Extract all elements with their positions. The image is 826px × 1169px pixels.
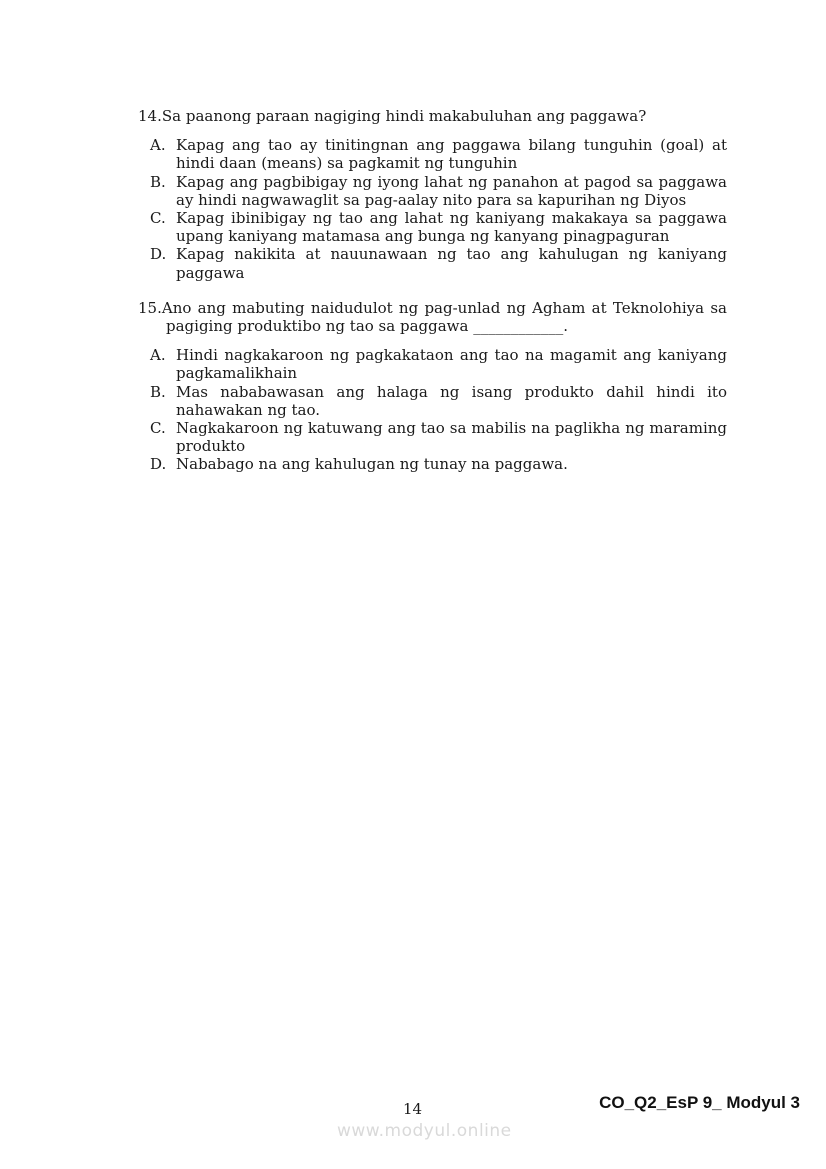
option-letter: B. bbox=[150, 382, 166, 401]
option-letter: B. bbox=[150, 172, 166, 191]
answer-option bbox=[138, 383, 727, 419]
answer-option bbox=[138, 419, 727, 455]
question-text bbox=[138, 107, 727, 125]
option-text: Kapag ang pagbibigay ng iyong lahat ng panahon at pagod sa paggawa ay hindi nagwawaglit sa pag-aalay nito para sa kapurihan ng Diyos bbox=[176, 172, 727, 209]
question-block bbox=[138, 299, 727, 474]
answer-option bbox=[138, 173, 727, 209]
options-list bbox=[138, 136, 727, 282]
module-code: CO_Q2_EsP 9_ Modyul 3 bbox=[599, 1093, 800, 1112]
watermark-text: www.modyul.online bbox=[337, 1121, 512, 1141]
options-list bbox=[138, 346, 727, 473]
answer-option bbox=[138, 209, 727, 245]
option-letter: C. bbox=[150, 419, 166, 438]
option-text: Kapag ibinibigay ng tao ang lahat ng kaniyang makakaya sa paggawa upang kaniyang matamasa ang bunga ng kanyang pinagpaguran bbox=[176, 209, 727, 246]
option-letter: D. bbox=[150, 245, 167, 264]
quiz-content bbox=[138, 107, 727, 491]
question-text-body: Sa paanong paraan nagiging hindi makabuluhan ang paggawa? bbox=[161, 107, 647, 125]
option-letter: D. bbox=[150, 455, 167, 474]
option-text: Kapag ang tao ay tinitingnan ang paggawa bilang tunguhin (goal) at hindi daan (means) sa pagkamit ng tunguhin bbox=[176, 136, 727, 173]
option-text: Mas nababawasan ang halaga ng isang produkto dahil hindi ito nahawakan ng tao. bbox=[176, 382, 727, 419]
question-text bbox=[138, 299, 727, 335]
question-number: 14. bbox=[138, 107, 162, 125]
question-text-body: Ano ang mabuting naidudulot ng pag-unlad ng Agham at Teknolohiya sa pagiging produktibo ng tao sa paggawa ____________. bbox=[161, 298, 727, 336]
option-text: Nagkakaroon ng katuwang ang tao sa mabilis na paglikha ng maraming produkto bbox=[176, 419, 727, 456]
page-number: 14 bbox=[403, 1100, 423, 1118]
option-text: Nababago na ang kahulugan ng tunay na paggawa. bbox=[176, 455, 568, 474]
option-text: Hindi nagkakaroon ng pagkakataon ang tao na magamit ang kaniyang pagkamalikhain bbox=[176, 346, 727, 383]
option-letter: A. bbox=[150, 136, 166, 155]
answer-option bbox=[138, 136, 727, 172]
question-block bbox=[138, 107, 727, 282]
option-text: Kapag nakikita at nauunawaan ng tao ang kahulugan ng kaniyang paggawa bbox=[176, 245, 727, 282]
question-number: 15. bbox=[138, 298, 162, 317]
answer-option bbox=[138, 245, 727, 281]
option-letter: A. bbox=[150, 346, 166, 365]
option-letter: C. bbox=[150, 209, 166, 228]
answer-option bbox=[138, 346, 727, 382]
answer-option bbox=[138, 455, 727, 473]
